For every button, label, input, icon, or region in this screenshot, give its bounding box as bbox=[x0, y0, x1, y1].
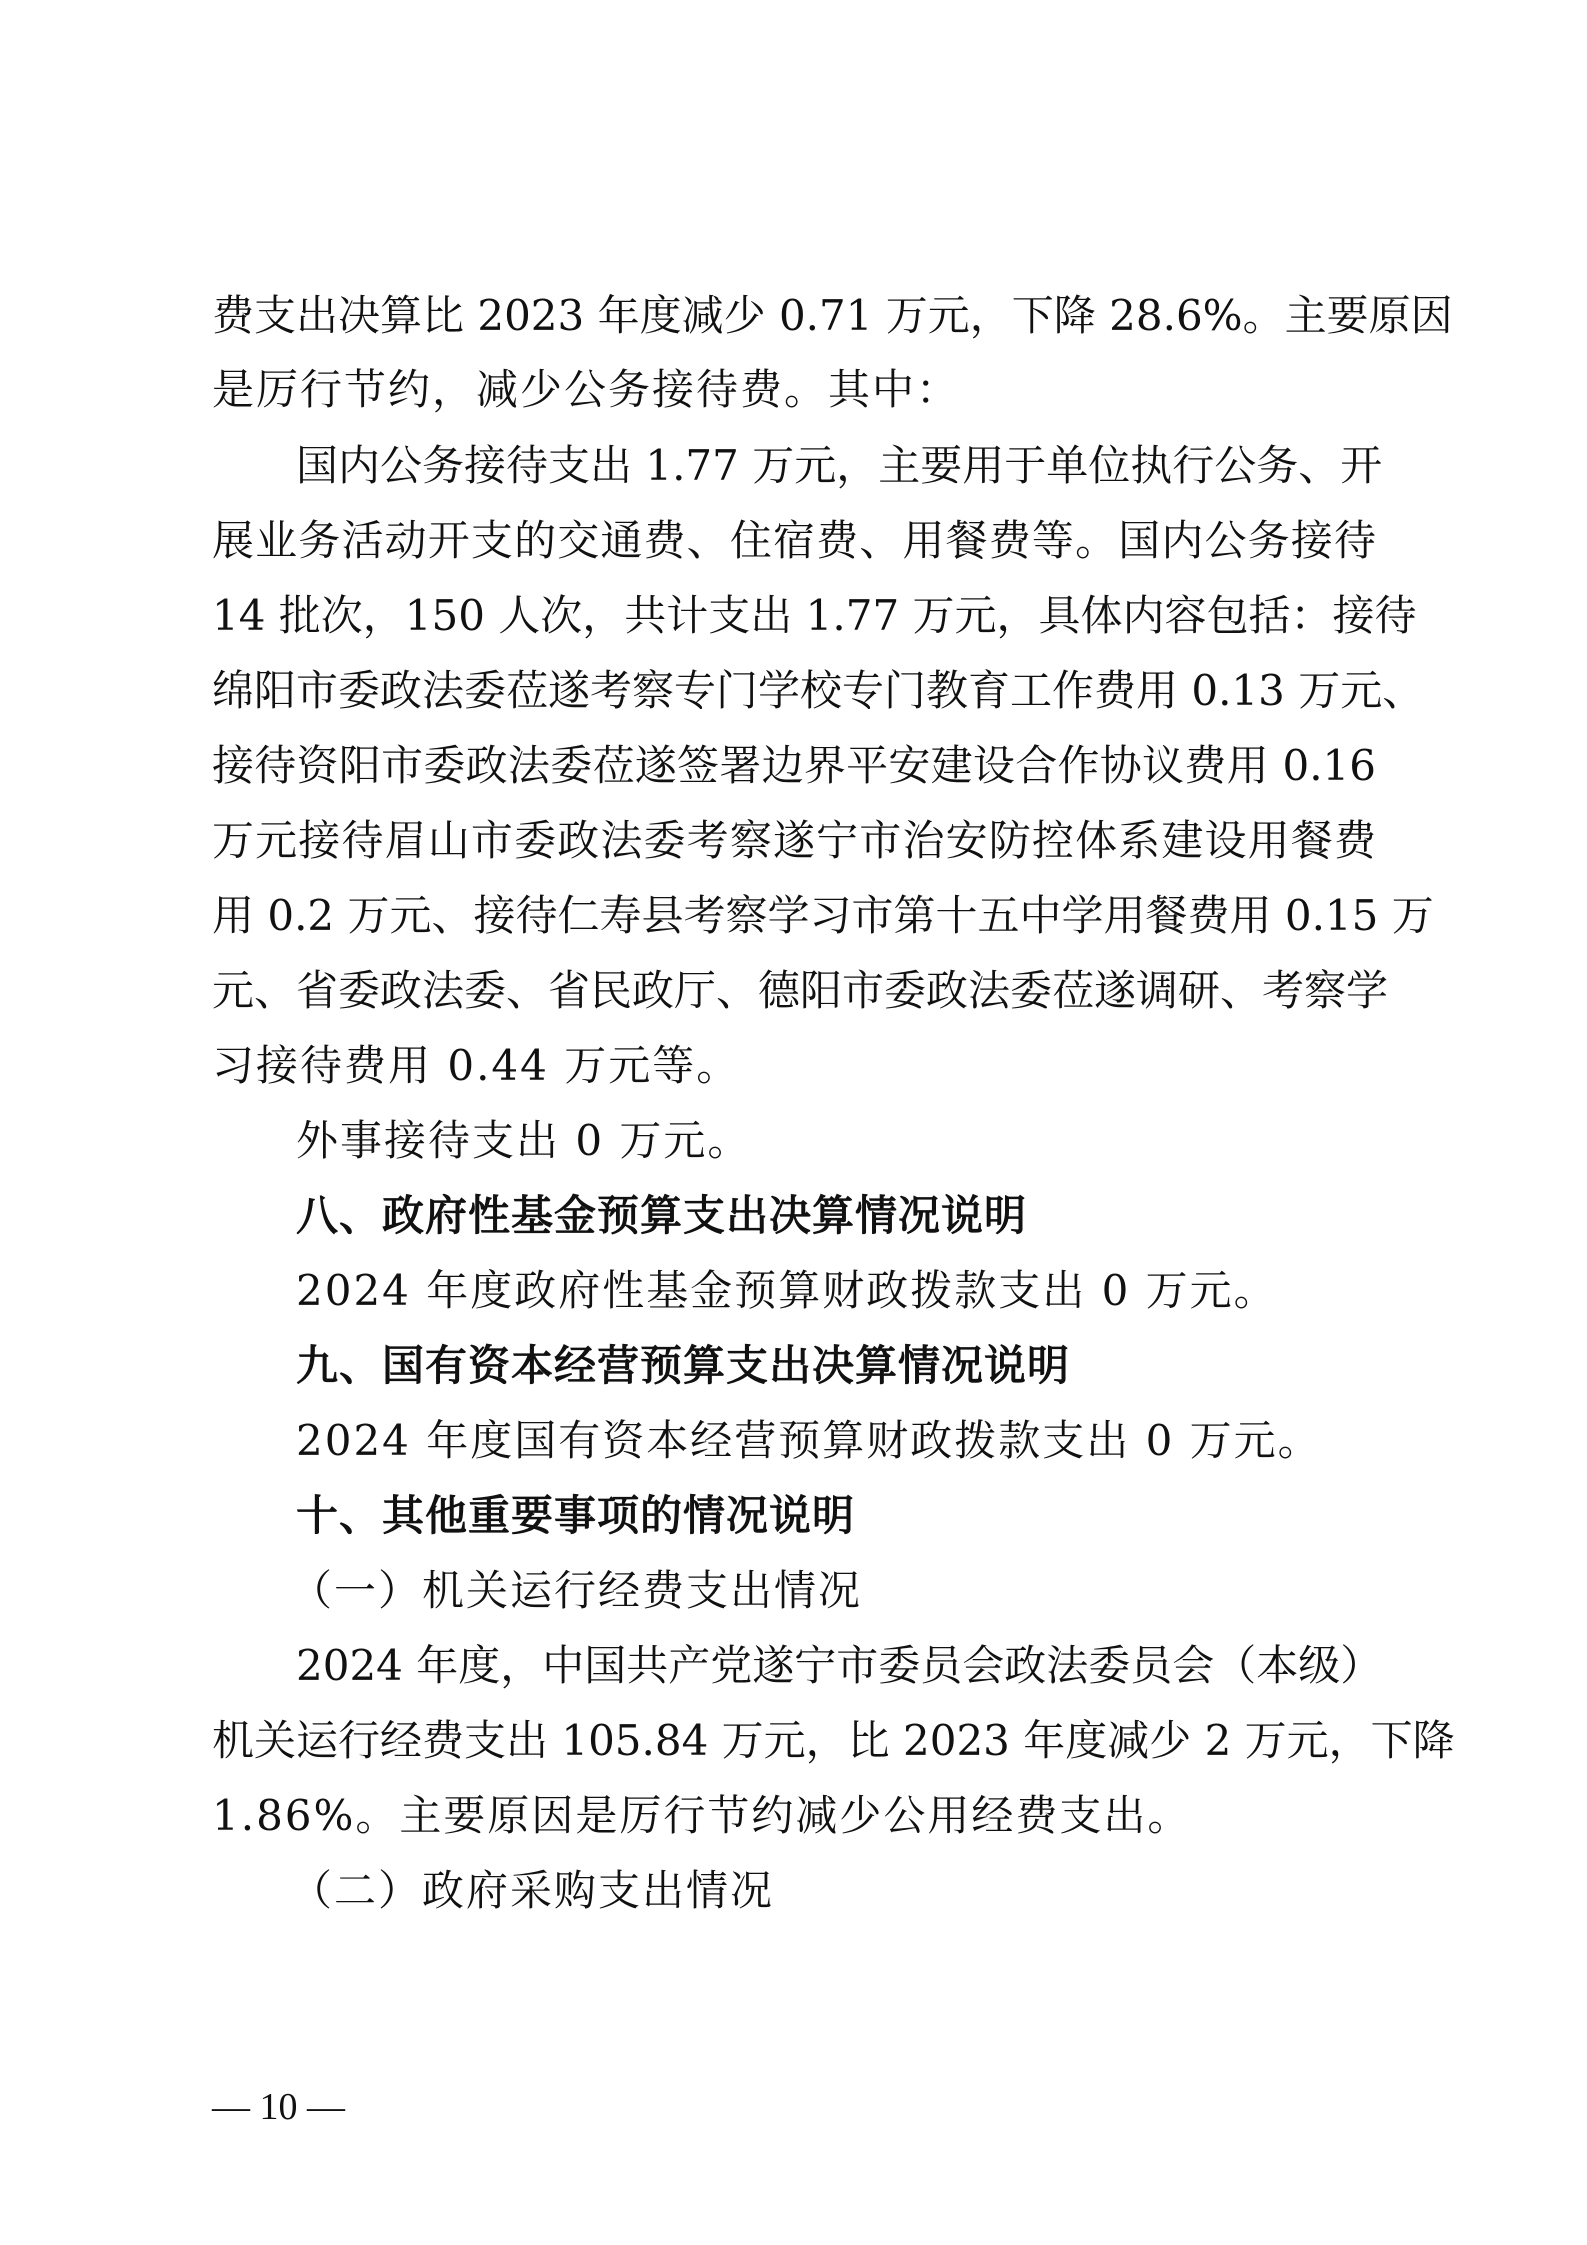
paragraph-line: 14 批次，150 人次，共计支出 1.77 万元，具体内容包括：接待 bbox=[212, 591, 1417, 640]
paragraph-line: 2024 年度国有资本经营预算财政拨款支出 0 万元。 bbox=[296, 1416, 1322, 1465]
paragraph-line: 2024 年度，中国共产党遂宁市委员会政法委员会（本级） bbox=[296, 1641, 1383, 1690]
section-heading: 九、国有资本经营预算支出决算情况说明 bbox=[296, 1341, 1071, 1390]
paragraph-line: 接待资阳市委政法委莅遂签署边界平安建设合作协议费用 0.16 bbox=[212, 741, 1376, 790]
paragraph-line: 用 0.2 万元、接待仁寿县考察学习市第十五中学用餐费用 0.15 万 bbox=[212, 891, 1434, 940]
paragraph-line: 绵阳市委政法委莅遂考察专门学校专门教育工作费用 0.13 万元、 bbox=[212, 666, 1425, 715]
section-heading: 八、政府性基金预算支出决算情况说明 bbox=[296, 1191, 1028, 1240]
paragraph-line: 万元接待眉山市委政法委考察遂宁市治安防控体系建设用餐费 bbox=[212, 816, 1376, 865]
paragraph-line: 机关运行经费支出 105.84 万元，比 2023 年度减少 2 万元，下降 bbox=[212, 1716, 1455, 1765]
paragraph-line: 2024 年度政府性基金预算财政拨款支出 0 万元。 bbox=[296, 1266, 1278, 1315]
section-heading: 十、其他重要事项的情况说明 bbox=[296, 1491, 856, 1540]
paragraph-line: 费支出决算比 2023 年度减少 0.71 万元，下降 28.6%。主要原因 bbox=[212, 291, 1453, 340]
paragraph-line: 习接待费用 0.44 万元等。 bbox=[212, 1041, 741, 1090]
paragraph-line: 是厉行节约，减少公务接待费。其中： bbox=[212, 365, 961, 414]
page-number: — 10 — bbox=[212, 2086, 345, 2128]
paragraph-line: 1.86%。主要原因是厉行节约减少公用经费支出。 bbox=[212, 1791, 1192, 1840]
paragraph-line: 展业务活动开支的交通费、住宿费、用餐费等。国内公务接待 bbox=[212, 516, 1376, 565]
paragraph-line: 元、省委政法委、省民政厅、德阳市委政法委莅遂调研、考察学 bbox=[212, 966, 1389, 1015]
paragraph-line: 国内公务接待支出 1.77 万元，主要用于单位执行公务、开 bbox=[296, 441, 1383, 490]
subsection-heading: （一）机关运行经费支出情况 bbox=[290, 1566, 863, 1615]
paragraph-line: 外事接待支出 0 万元。 bbox=[296, 1116, 752, 1165]
subsection-heading: （二）政府采购支出情况 bbox=[290, 1866, 775, 1915]
